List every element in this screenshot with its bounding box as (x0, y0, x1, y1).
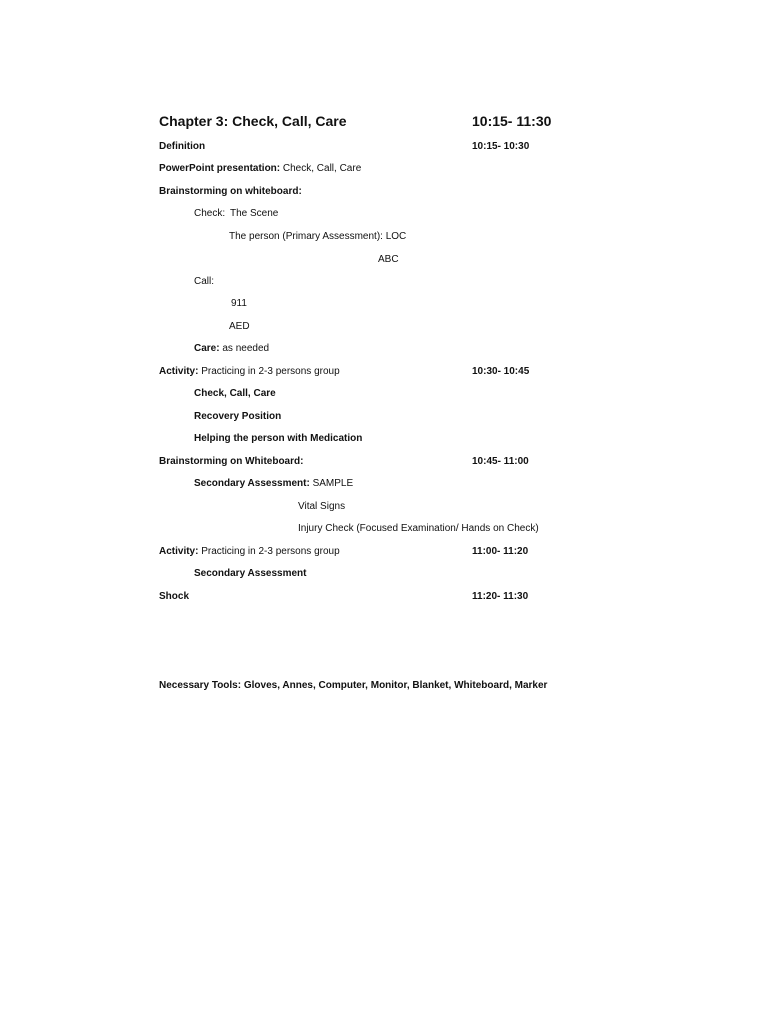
shock-time: 11:20- 11:30 (472, 591, 529, 602)
chapter-time: 10:15- 11:30 (472, 113, 552, 129)
activity-time-1: 10:30- 10:45 (472, 366, 530, 377)
chapter-title: Chapter 3: Check, Call, Care (159, 113, 347, 129)
care-label: Care: (194, 343, 220, 354)
secondary-assessment-line (194, 478, 353, 490)
powerpoint-label: PowerPoint presentation: (159, 163, 281, 174)
aed-text: AED (229, 321, 250, 332)
activity-label-2: Activity: (159, 546, 199, 557)
secondary-assessment-text: SAMPLE (309, 478, 354, 489)
check-label: Check: (194, 208, 226, 219)
abc-text: ABC (378, 254, 399, 265)
shock-label: Shock (159, 591, 190, 602)
brainstorm-time-2: 10:45- 11:00 (472, 456, 529, 467)
secondary-assessment-item: Secondary Assessment (194, 568, 307, 579)
necessary-tools: Necessary Tools: Gloves, Annes, Computer, Monitor, Blanket, Whiteboard, Marker (159, 680, 548, 691)
definition-time: 10:15- 10:30 (472, 141, 530, 152)
check-scene: The Scene (230, 208, 279, 219)
activity-line-2 (159, 546, 340, 558)
injury-check-text: Injury Check (Focused Examination/ Hands on Check) (298, 523, 539, 534)
brainstorm-whiteboard-label: Brainstorming on whiteboard: (159, 186, 302, 197)
call-label: Call: (194, 276, 215, 287)
medication-item: Helping the person with Medication (194, 433, 363, 444)
powerpoint-text: Check, Call, Care (280, 163, 362, 174)
definition-label: Definition (159, 141, 206, 152)
emergency-911: 911 (231, 298, 247, 309)
primary-assessment: The person (Primary Assessment): LOC (229, 231, 407, 242)
powerpoint-line (159, 163, 361, 175)
check-call-care-item: Check, Call, Care (194, 388, 276, 399)
vital-signs-text: Vital Signs (298, 501, 346, 512)
activity-time-2: 11:00- 11:20 (472, 546, 529, 557)
activity-line-1 (159, 366, 340, 378)
care-text: as needed (219, 343, 270, 354)
care-line (194, 343, 269, 355)
activity-label-1: Activity: (159, 366, 199, 377)
activity-text-1: Practicing in 2-3 persons group (198, 366, 340, 377)
secondary-assessment-label: Secondary Assessment: (194, 478, 310, 489)
brainstorm-whiteboard-label-2: Brainstorming on Whiteboard: (159, 456, 304, 467)
recovery-position-item: Recovery Position (194, 411, 282, 422)
activity-text-2: Practicing in 2-3 persons group (198, 546, 340, 557)
